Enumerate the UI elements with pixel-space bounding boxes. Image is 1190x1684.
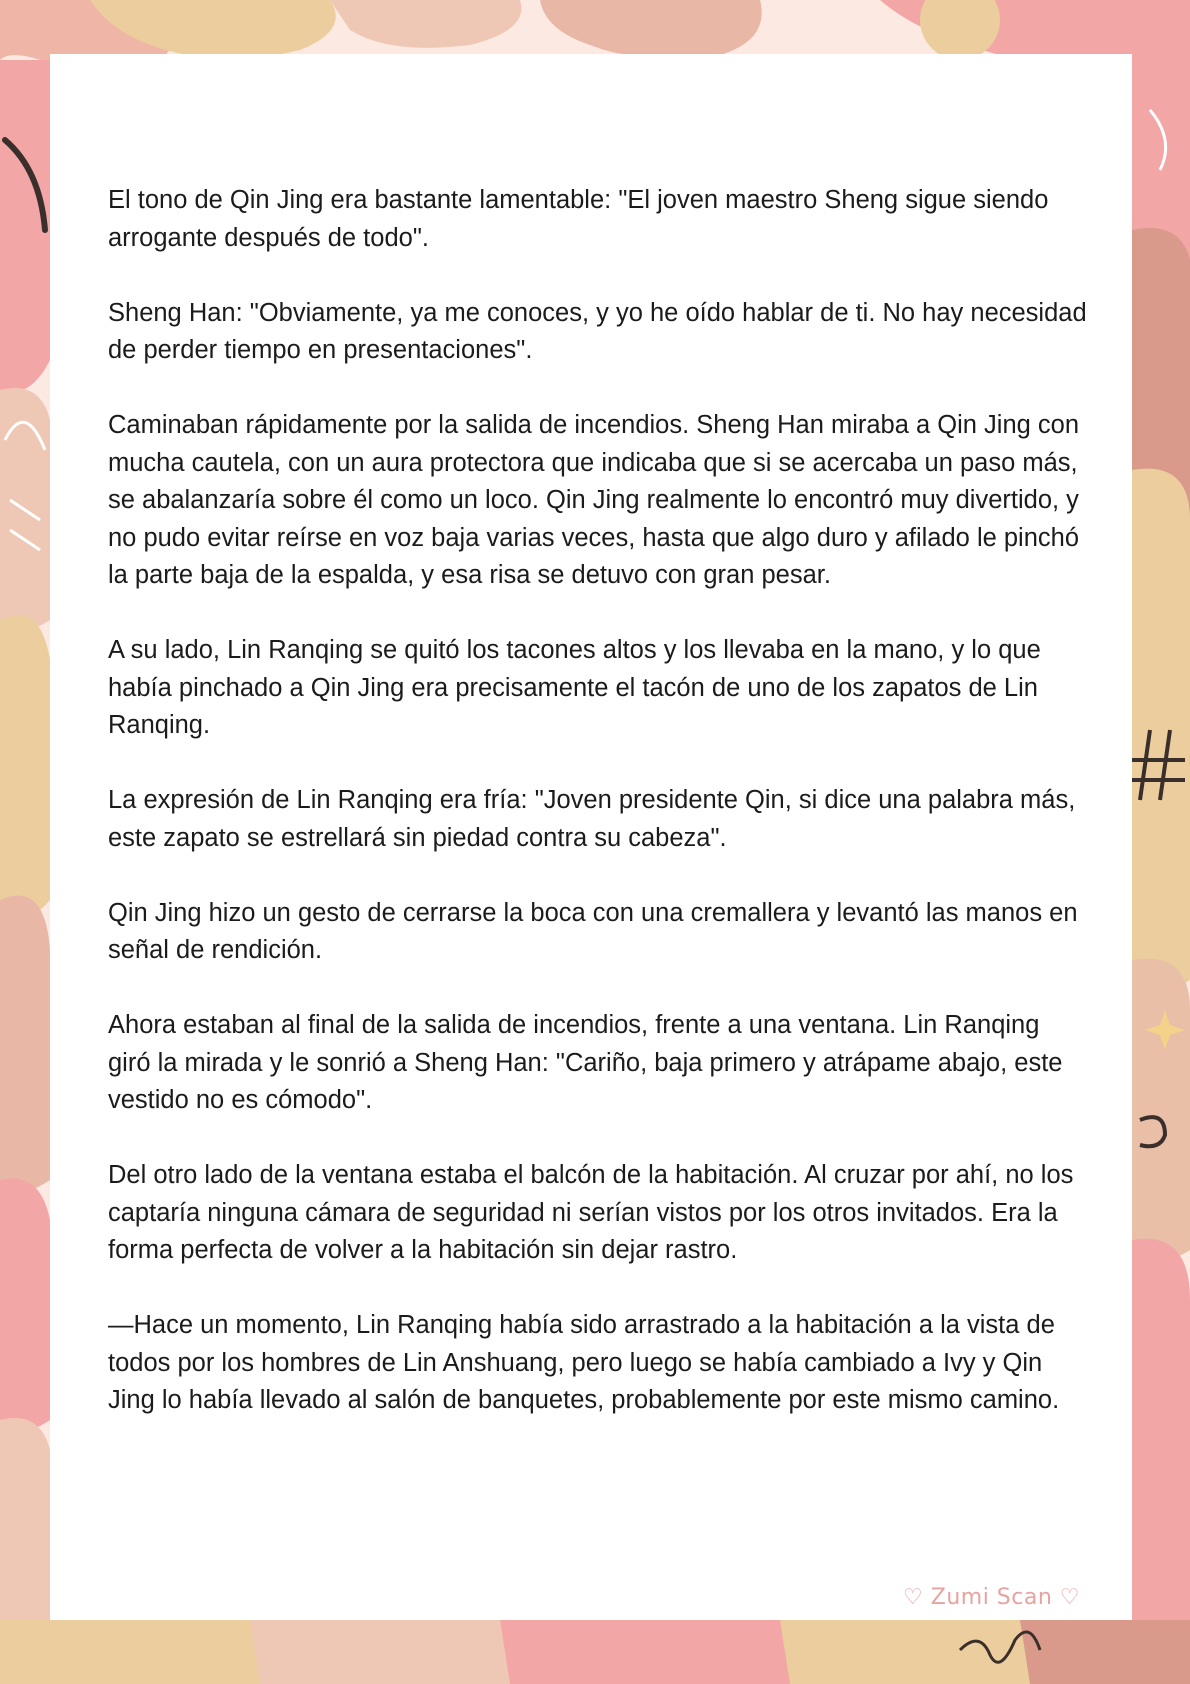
paragraph-5: La expresión de Lin Ranqing era fría: "Joven presidente Qin, si dice una palabra más, este zapato se estrellará sin piedad contra su cabeza". bbox=[108, 786, 1076, 852]
paragraph-4: A su lado, Lin Ranqing se quitó los tacones altos y los llevaba en la mano, y lo que había pinchado a Qin Jing era precisamente el tacón de uno de los zapatos de Lin Ranqing. bbox=[108, 636, 1041, 739]
paragraph-6: Qin Jing hizo un gesto de cerrarse la boca con una cremallera y levantó las manos en señal de rendición. bbox=[108, 898, 1078, 964]
paragraph-3: Caminaban rápidamente por la salida de incendios. Sheng Han miraba a Qin Jing con mucha cautela, con un aura protectora que indicaba que si se acercaba un paso más, se abalanzaría sobre él como un loco. Qin Jing realmente lo encontró muy divertido, y no pudo evitar reírse en voz baja varias veces, hasta que algo duro y afilado le pinchó la parte baja de la espalda, y esa risa se detuvo con gran pesar. bbox=[108, 411, 1080, 589]
paragraph-7: Ahora estaban al final de la salida de incendios, frente a una ventana. Lin Ranqing giró la mirada y le sonrió a Sheng Han: "Cariño, baja primero y atrápame abajo, este vestido no es cómodo". bbox=[108, 1011, 1063, 1114]
scanlator-signature: ♡ Zumi Scan ♡ bbox=[903, 1585, 1080, 1610]
paragraph-9: —Hace un momento, Lin Ranqing había sido arrastrado a la habitación a la vista de todos por los hombres de Lin Anshuang, pero luego se había cambiado a Ivy y Qin Jing lo había llevado al salón de banquetes, probablemente por este mismo camino. bbox=[108, 1311, 1060, 1414]
paragraph-2: Sheng Han: "Obviamente, ya me conoces, y yo he oído hablar de ti. No hay necesidad de perder tiempo en presentaciones". bbox=[108, 298, 1087, 364]
paragraph-8: Del otro lado de la ventana estaba el balcón de la habitación. Al cruzar por ahí, no los captaría ninguna cámara de seguridad ni serían vistos por los otros invitados. Era la forma perfecta de volver a la habitación sin dejar rastro. bbox=[108, 1161, 1074, 1264]
chapter-text bbox=[108, 182, 1088, 1457]
paragraph-1: El tono de Qin Jing era bastante lamentable: "El joven maestro Sheng sigue siendo arrogante después de todo". bbox=[108, 186, 1049, 252]
